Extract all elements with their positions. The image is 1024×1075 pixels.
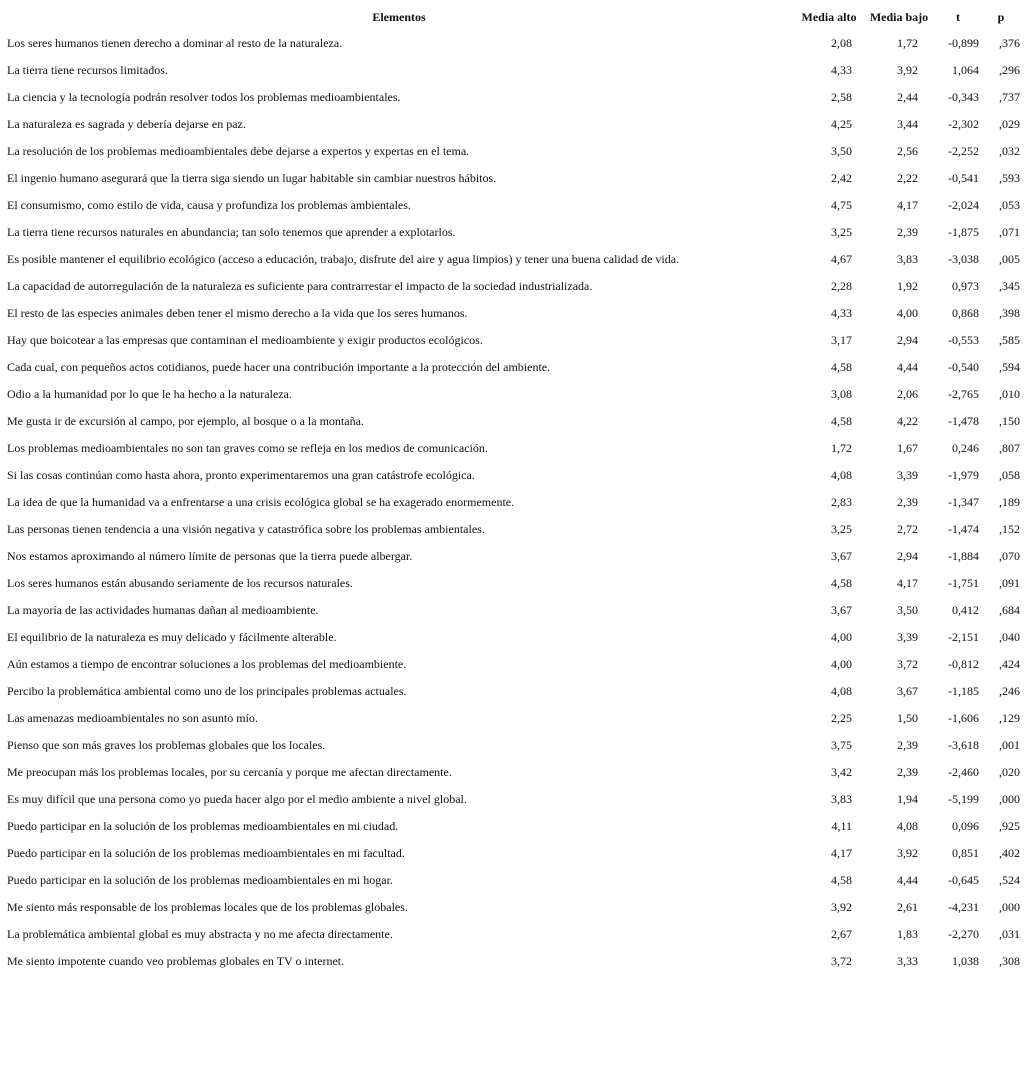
cell-elemento: La ciencia y la tecnología podrán resolver todos los problemas medioambientales. [7, 90, 401, 104]
cell-p: ,585 [999, 333, 1020, 347]
cell-media-alto: 2,83 [831, 495, 852, 509]
cell-media-alto: 3,08 [831, 387, 852, 401]
cell-elemento: Me siento más responsable de los problemas locales que de los problemas globales. [7, 900, 408, 914]
cell-t: 1,038 [952, 954, 979, 968]
cell-media-alto: 4,58 [831, 360, 852, 374]
cell-media-alto: 3,92 [831, 900, 852, 914]
cell-media-bajo: 4,08 [897, 819, 918, 833]
cell-elemento: El ingenio humano asegurará que la tierra siga siendo un lugar habitable sin cambiar nuestros hábitos. [7, 171, 497, 185]
cell-media-alto: 2,58 [831, 90, 852, 104]
cell-media-bajo: 1,72 [897, 36, 918, 50]
cell-elemento: Odio a la humanidad por lo que le ha hecho a la naturaleza. [7, 387, 292, 401]
cell-p: ,398 [999, 306, 1020, 320]
cell-p: ,152 [999, 522, 1020, 536]
cell-media-bajo: 4,17 [897, 576, 918, 590]
cell-media-bajo: 4,44 [897, 360, 918, 374]
header-elementos: Elementos [372, 9, 426, 24]
cell-media-bajo: 3,50 [897, 603, 918, 617]
cell-elemento: Aún estamos a tiempo de encontrar soluciones a los problemas del medioambiente. [7, 657, 407, 671]
header-row [4, 4, 1020, 30]
cell-t: -1,185 [948, 684, 979, 698]
table-row [4, 57, 1020, 84]
cell-p: ,070 [999, 549, 1020, 563]
table-row [4, 354, 1020, 381]
cell-elemento: Cada cual, con pequeños actos cotidianos, puede hacer una contribución importante a la protección del ambiente. [7, 360, 551, 374]
cell-elemento: La tierra tiene recursos limitados. [7, 63, 168, 77]
cell-media-bajo: 4,17 [897, 198, 918, 212]
cell-p: ,376 [999, 36, 1020, 50]
table-row [4, 30, 1020, 57]
cell-t: -2,302 [948, 117, 979, 131]
cell-media-alto: 2,67 [831, 927, 852, 941]
cell-media-bajo: 1,83 [897, 927, 918, 941]
cell-elemento: La capacidad de autorregulación de la naturaleza es suficiente para contrarrestar el impacto de la sociedad industrializada. [7, 279, 593, 293]
cell-media-bajo: 3,83 [897, 252, 918, 266]
cell-media-alto: 4,58 [831, 576, 852, 590]
cell-media-bajo: 2,94 [897, 549, 918, 563]
cell-t: -2,252 [948, 144, 979, 158]
header-media-alto: Media alto [801, 9, 857, 24]
cell-p: ,345 [999, 279, 1020, 293]
cell-p: ,308 [999, 954, 1020, 968]
cell-media-bajo: 4,44 [897, 873, 918, 887]
cell-p: ,129 [999, 711, 1020, 725]
cell-media-bajo: 4,00 [897, 306, 918, 320]
cell-media-alto: 4,00 [831, 630, 852, 644]
cell-media-bajo: 4,22 [897, 414, 918, 428]
cell-elemento: Las amenazas medioambientales no son asunto mío. [7, 711, 258, 725]
table-row [4, 300, 1020, 327]
cell-p: ,031 [999, 927, 1020, 941]
cell-elemento: La resolución de los problemas medioambientales debe dejarse a expertos y expertas en el tema. [7, 144, 470, 158]
cell-p: ,150 [999, 414, 1020, 428]
table-row [4, 597, 1020, 624]
cell-media-alto: 3,67 [831, 603, 852, 617]
cell-media-alto: 3,75 [831, 738, 852, 752]
cell-t: -2,270 [948, 927, 979, 941]
cell-media-bajo: 1,92 [897, 279, 918, 293]
cell-media-bajo: 3,92 [897, 63, 918, 77]
table-row [4, 489, 1020, 516]
cell-media-alto: 2,28 [831, 279, 852, 293]
table-row [4, 435, 1020, 462]
table-row [4, 813, 1020, 840]
cell-t: -3,038 [948, 252, 979, 266]
cell-elemento: Puedo participar en la solución de los problemas medioambientales en mi ciudad. [7, 819, 399, 833]
cell-media-bajo: 2,94 [897, 333, 918, 347]
cell-p: ,071 [999, 225, 1020, 239]
cell-p: ,058 [999, 468, 1020, 482]
cell-media-bajo: 3,33 [897, 954, 918, 968]
cell-media-bajo: 3,39 [897, 630, 918, 644]
cell-media-alto: 4,25 [831, 117, 852, 131]
cell-media-alto: 4,75 [831, 198, 852, 212]
cell-media-bajo: 2,39 [897, 225, 918, 239]
cell-t: 0,412 [952, 603, 979, 617]
cell-p: ,524 [999, 873, 1020, 887]
cell-media-alto: 3,42 [831, 765, 852, 779]
table-row [4, 624, 1020, 651]
cell-elemento: Los problemas medioambientales no son tan graves como se refleja en los medios de comunicación. [7, 441, 488, 455]
cell-media-alto: 4,67 [831, 252, 852, 266]
cell-elemento: Me gusta ir de excursión al campo, por ejemplo, al bosque o a la montaña. [7, 414, 364, 428]
cell-media-alto: 4,33 [831, 63, 852, 77]
header-media-bajo: Media bajo [869, 9, 929, 24]
header-p: p [997, 9, 1005, 24]
cell-media-alto: 4,58 [831, 414, 852, 428]
cell-media-bajo: 3,44 [897, 117, 918, 131]
cell-media-bajo: 2,61 [897, 900, 918, 914]
table-row [4, 867, 1020, 894]
cell-media-alto: 3,67 [831, 549, 852, 563]
cell-media-bajo: 2,72 [897, 522, 918, 536]
table-row [4, 138, 1020, 165]
table-row [4, 246, 1020, 273]
cell-p: ,424 [999, 657, 1020, 671]
cell-p: ,040 [999, 630, 1020, 644]
cell-elemento: La naturaleza es sagrada y debería dejarse en paz. [7, 117, 246, 131]
cell-t: -2,765 [948, 387, 979, 401]
cell-t: -2,024 [948, 198, 979, 212]
cell-media-bajo: 2,06 [897, 387, 918, 401]
table-row [4, 408, 1020, 435]
table-row [4, 111, 1020, 138]
cell-t: -1,478 [948, 414, 979, 428]
cell-media-bajo: 1,50 [897, 711, 918, 725]
cell-elemento: Las personas tienen tendencia a una visión negativa y catastrófica sobre los problemas ambientales. [7, 522, 485, 536]
cell-elemento: Los seres humanos tienen derecho a dominar al resto de la naturaleza. [7, 36, 343, 50]
table-row [4, 759, 1020, 786]
cell-media-alto: 2,25 [831, 711, 852, 725]
cell-p: ,593 [999, 171, 1020, 185]
cell-t: -1,347 [948, 495, 979, 509]
cell-media-bajo: 2,56 [897, 144, 918, 158]
cell-elemento: Puedo participar en la solución de los problemas medioambientales en mi hogar. [7, 873, 393, 887]
cell-p: ,684 [999, 603, 1020, 617]
table-row [4, 921, 1020, 948]
cell-elemento: Pienso que son más graves los problemas globales que los locales. [7, 738, 326, 752]
cell-t: 0,851 [952, 846, 979, 860]
cell-t: -1,606 [948, 711, 979, 725]
cell-t: -2,460 [948, 765, 979, 779]
cell-t: -1,751 [948, 576, 979, 590]
table-row [4, 705, 1020, 732]
cell-media-alto: 1,72 [831, 441, 852, 455]
cell-media-alto: 4,08 [831, 684, 852, 698]
table-row [4, 462, 1020, 489]
cell-media-alto: 4,11 [831, 819, 852, 833]
cell-media-alto: 2,08 [831, 36, 852, 50]
cell-t: 1,064 [952, 63, 979, 77]
cell-t: 0,246 [952, 441, 979, 455]
cell-p: ,189 [999, 495, 1020, 509]
cell-p: ,925 [999, 819, 1020, 833]
cell-media-alto: 2,42 [831, 171, 852, 185]
table-row [4, 192, 1020, 219]
cell-media-bajo: 1,67 [897, 441, 918, 455]
cell-p: ,807 [999, 441, 1020, 455]
cell-t: -0,343 [948, 90, 979, 104]
cell-media-bajo: 3,72 [897, 657, 918, 671]
cell-elemento: Me siento impotente cuando veo problemas globales en TV o internet. [7, 954, 345, 968]
cell-t: 0,868 [952, 306, 979, 320]
cell-elemento: Puedo participar en la solución de los problemas medioambientales en mi facultad. [7, 846, 405, 860]
cell-t: -0,553 [948, 333, 979, 347]
cell-p: ,000 [999, 900, 1020, 914]
cell-media-alto: 3,25 [831, 522, 852, 536]
cell-media-alto: 4,33 [831, 306, 852, 320]
table-row [4, 273, 1020, 300]
table-row [4, 651, 1020, 678]
cell-p: ,001 [999, 738, 1020, 752]
cell-media-bajo: 2,39 [897, 495, 918, 509]
cell-p: ,000 [999, 792, 1020, 806]
cell-t: 0,096 [952, 819, 979, 833]
cell-p: ,091 [999, 576, 1020, 590]
cell-elemento: Si las cosas continúan como hasta ahora, pronto experimentaremos una gran catástrofe ecológica. [7, 468, 475, 482]
cell-p: ,246 [999, 684, 1020, 698]
table-row [4, 165, 1020, 192]
cell-t: 0,973 [952, 279, 979, 293]
cell-t: -3,618 [948, 738, 979, 752]
cell-t: -1,979 [948, 468, 979, 482]
cell-p: ,594 [999, 360, 1020, 374]
cell-t: -1,875 [948, 225, 979, 239]
table-row [4, 543, 1020, 570]
cell-elemento: Me preocupan más los problemas locales, por su cercanía y porque me afectan directamente. [7, 765, 452, 779]
cell-t: -0,899 [948, 36, 979, 50]
cell-p: ,053 [999, 198, 1020, 212]
cell-media-bajo: 2,22 [897, 171, 918, 185]
table-row [4, 678, 1020, 705]
cell-p: ,737 [999, 90, 1020, 104]
table-body [4, 30, 1020, 975]
cell-elemento: La mayoría de las actividades humanas dañan al medioambiente. [7, 603, 319, 617]
cell-t: -1,474 [948, 522, 979, 536]
cell-t: -5,199 [948, 792, 979, 806]
cell-elemento: La tierra tiene recursos naturales en abundancia; tan solo tenemos que aprender a explotarlos. [7, 225, 456, 239]
header-t: t [956, 9, 960, 24]
cell-elemento: Es posible mantener el equilibrio ecológico (acceso a educación, trabajo, disfrute del aire y agua limpios) y tener una buena calidad de vida. [7, 252, 680, 266]
cell-media-bajo: 2,39 [897, 738, 918, 752]
cell-media-bajo: 3,39 [897, 468, 918, 482]
cell-t: -2,151 [948, 630, 979, 644]
cell-p: ,296 [999, 63, 1020, 77]
cell-p: ,005 [999, 252, 1020, 266]
table-row [4, 894, 1020, 921]
cell-media-alto: 3,50 [831, 144, 852, 158]
cell-media-bajo: 1,94 [897, 792, 918, 806]
cell-elemento: Percibo la problemática ambiental como uno de los principales problemas actuales. [7, 684, 407, 698]
cell-elemento: La problemática ambiental global es muy abstracta y no me afecta directamente. [7, 927, 393, 941]
cell-media-alto: 4,58 [831, 873, 852, 887]
cell-elemento: Los seres humanos están abusando seriamente de los recursos naturales. [7, 576, 353, 590]
cell-t: -4,231 [948, 900, 979, 914]
cell-t: -0,540 [948, 360, 979, 374]
cell-media-alto: 4,17 [831, 846, 852, 860]
cell-t: -0,541 [948, 171, 979, 185]
cell-elemento: El consumismo, como estilo de vida, causa y profundiza los problemas ambientales. [7, 198, 411, 212]
table-row [4, 948, 1020, 975]
cell-media-alto: 3,17 [831, 333, 852, 347]
cell-elemento: El equilibrio de la naturaleza es muy delicado y fácilmente alterable. [7, 630, 337, 644]
cell-p: ,032 [999, 144, 1020, 158]
cell-elemento: Nos estamos aproximando al número límite de personas que la tierra puede albergar. [7, 549, 413, 563]
cell-elemento: El resto de las especies animales deben tener el mismo derecho a la vida que los seres humanos. [7, 306, 468, 320]
cell-elemento: La idea de que la humanidad va a enfrentarse a una crisis ecológica global se ha exagerado enormemente. [7, 495, 515, 509]
cell-media-alto: 4,08 [831, 468, 852, 482]
cell-p: ,010 [999, 387, 1020, 401]
table-row [4, 381, 1020, 408]
cell-t: -0,812 [948, 657, 979, 671]
cell-p: ,029 [999, 117, 1020, 131]
cell-p: ,402 [999, 846, 1020, 860]
cell-media-bajo: 2,39 [897, 765, 918, 779]
cell-media-bajo: 3,92 [897, 846, 918, 860]
table-row [4, 570, 1020, 597]
cell-elemento: Hay que boicotear a las empresas que contaminan el medioambiente y exigir productos ecológicos. [7, 333, 483, 347]
cell-media-alto: 4,00 [831, 657, 852, 671]
table-row [4, 219, 1020, 246]
cell-elemento: Es muy difícil que una persona como yo pueda hacer algo por el medio ambiente a nivel global. [7, 792, 467, 806]
cell-media-bajo: 2,44 [897, 90, 918, 104]
cell-t: -0,645 [948, 873, 979, 887]
cell-p: ,020 [999, 765, 1020, 779]
table-row [4, 786, 1020, 813]
table-header [4, 4, 1020, 30]
results-table [4, 4, 1020, 975]
table-row [4, 327, 1020, 354]
cell-media-alto: 3,83 [831, 792, 852, 806]
cell-media-bajo: 3,67 [897, 684, 918, 698]
cell-media-alto: 3,72 [831, 954, 852, 968]
table-row [4, 516, 1020, 543]
cell-media-alto: 3,25 [831, 225, 852, 239]
table-row [4, 732, 1020, 759]
cell-t: -1,884 [948, 549, 979, 563]
table-row [4, 840, 1020, 867]
table-row [4, 84, 1020, 111]
